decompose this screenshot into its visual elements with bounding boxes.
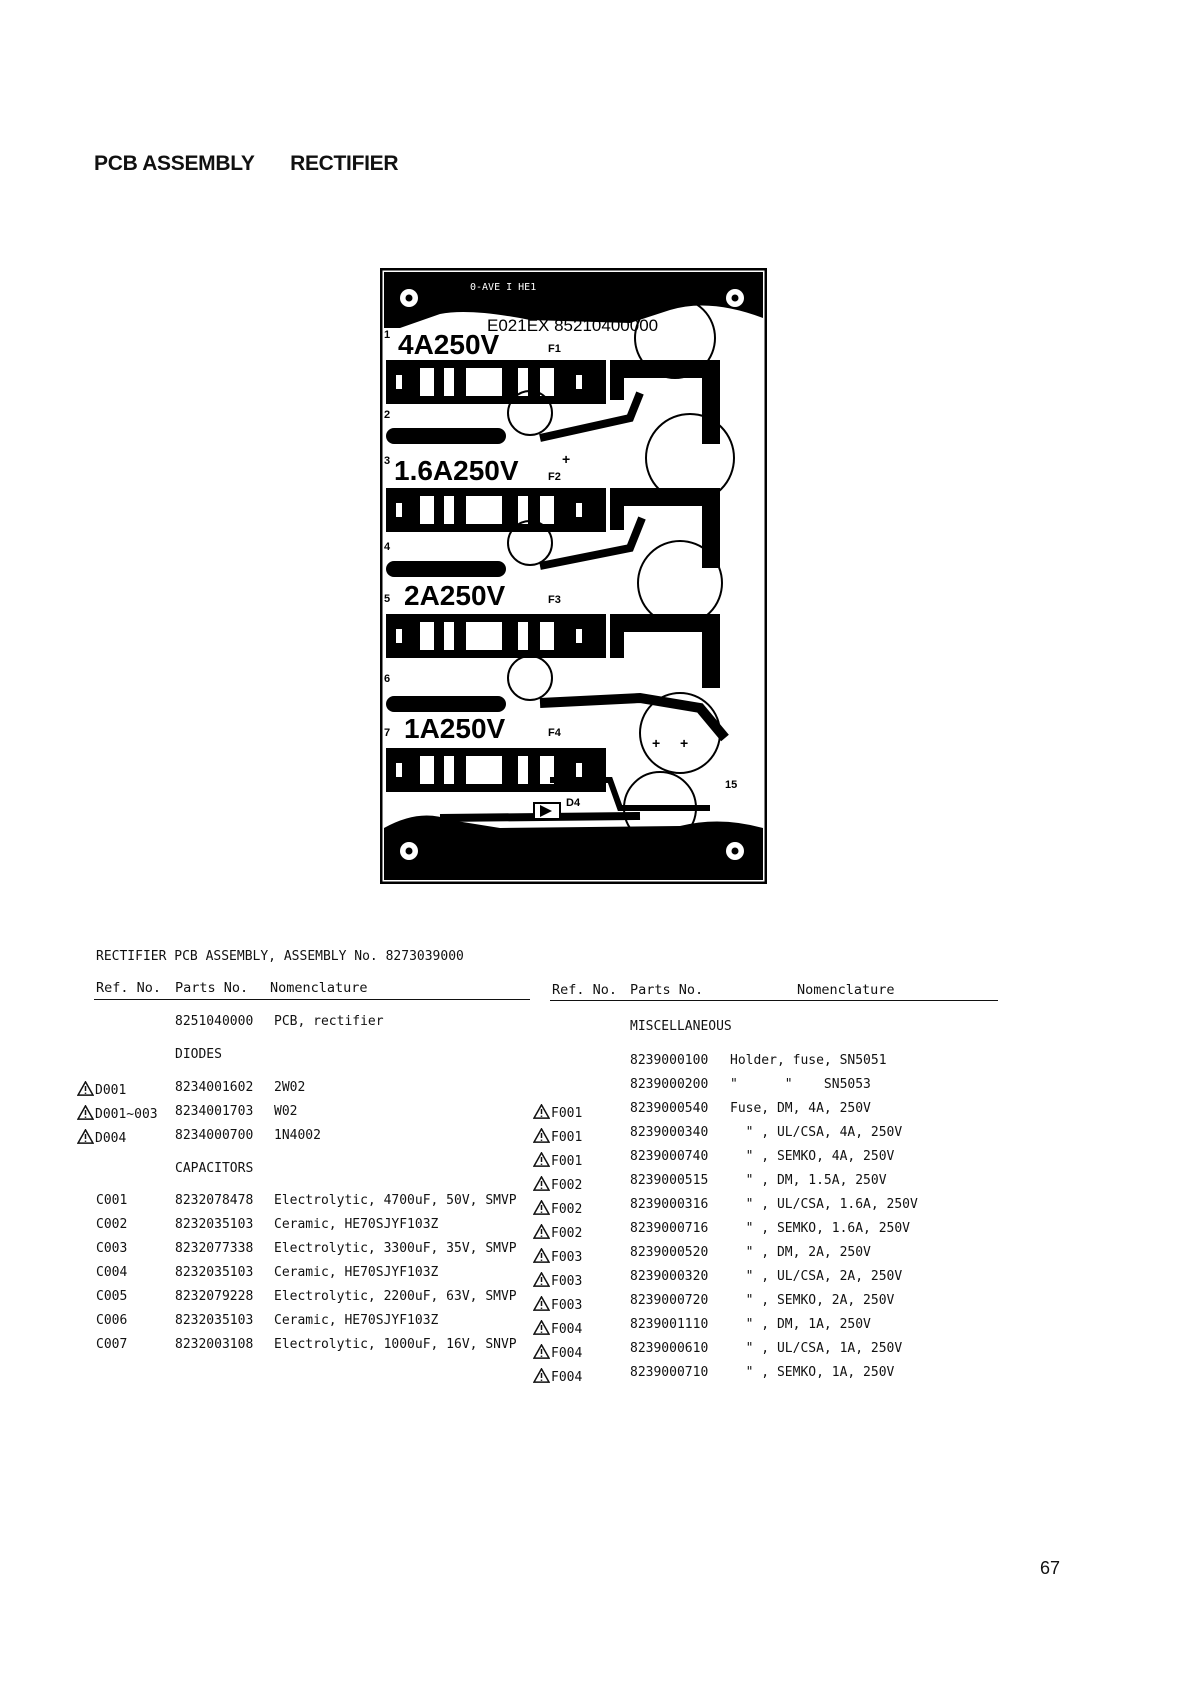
pin-number: 7	[384, 727, 391, 739]
nomenclature: PCB, rectifier	[274, 1014, 384, 1029]
warning-triangle-icon	[533, 1368, 550, 1383]
nomenclature: Ceramic, HE70SJYF103Z	[274, 1217, 439, 1232]
nomenclature: " , SEMKO, 4A, 250V	[730, 1149, 895, 1164]
fuse-ref-2: F2	[548, 471, 561, 483]
ref-number	[96, 1194, 127, 1207]
nomenclature: 2W02	[274, 1080, 306, 1095]
nomenclature: " , UL/CSA, 2A, 250V	[730, 1269, 903, 1284]
ref-number-text: F003	[551, 1250, 583, 1265]
ref-number	[533, 1176, 582, 1192]
ref-number	[533, 1248, 582, 1264]
ref-number	[533, 1224, 582, 1240]
parts-number: 8232078478	[175, 1193, 254, 1208]
pin-number: 6	[384, 673, 391, 685]
nomenclature: " , DM, 2A, 250V	[730, 1245, 871, 1260]
parts-number: 8239000316	[630, 1197, 709, 1212]
right-header-rule	[550, 1000, 998, 1001]
fuse-label-4: 1A250V	[404, 713, 506, 744]
parts-number: 8239000200	[630, 1077, 709, 1092]
section-heading: CAPACITORS	[175, 1161, 254, 1176]
nomenclature: Ceramic, HE70SJYF103Z	[274, 1265, 439, 1280]
warning-triangle-icon	[533, 1272, 550, 1287]
parts-number: 8239000320	[630, 1269, 709, 1284]
parts-number: 8239000540	[630, 1101, 709, 1116]
warning-triangle-icon	[77, 1129, 94, 1144]
parts-number: 8239000720	[630, 1293, 709, 1308]
warning-triangle-icon	[533, 1224, 550, 1239]
ref-number-text: C006	[96, 1313, 128, 1328]
parts-number: 8239000710	[630, 1365, 709, 1380]
page-title	[94, 152, 398, 176]
ref-number	[77, 1081, 126, 1097]
fuse-label-3: 2A250V	[404, 580, 506, 611]
pcb-layout-image	[380, 268, 767, 884]
pin-number: 2	[384, 409, 391, 421]
ref-number-text: F004	[551, 1346, 583, 1361]
warning-triangle-icon	[533, 1200, 550, 1215]
nomenclature: " , SEMKO, 2A, 250V	[730, 1293, 895, 1308]
left-header-ref: Ref. No.	[96, 980, 162, 996]
nomenclature: Electrolytic, 4700uF, 50V, SMVP	[274, 1193, 517, 1208]
pin-number: 8	[430, 819, 437, 831]
fuse-label-2: 1.6A250V	[394, 455, 519, 486]
plus-mark: +	[680, 735, 689, 751]
parts-number: 8232077338	[175, 1241, 254, 1256]
parts-number: 8232035103	[175, 1265, 254, 1280]
warning-triangle-icon	[533, 1296, 550, 1311]
ref-number	[96, 1338, 127, 1351]
ref-number	[77, 1129, 126, 1145]
fuse-label-1: 4A250V	[398, 329, 500, 360]
ref-number-text: C001	[96, 1193, 128, 1208]
nomenclature: " , SEMKO, 1A, 250V	[730, 1365, 895, 1380]
nomenclature: " , DM, 1A, 250V	[730, 1317, 871, 1332]
plus-mark: +	[680, 595, 689, 611]
title-right: RECTIFIER	[290, 152, 399, 175]
ref-number	[96, 1314, 127, 1327]
warning-triangle-icon	[77, 1105, 94, 1120]
parts-number: 8251040000	[175, 1014, 254, 1029]
nomenclature: W02	[274, 1104, 298, 1119]
diode-d4-label: D4	[566, 797, 581, 809]
pin-number: 3	[384, 455, 391, 467]
ref-number-text: F003	[551, 1298, 583, 1313]
parts-number: 8239001110	[630, 1317, 709, 1332]
nomenclature: " , SEMKO, 1.6A, 250V	[730, 1221, 911, 1236]
warning-triangle-icon	[533, 1152, 550, 1167]
nomenclature: 1N4002	[274, 1128, 321, 1143]
ref-number	[96, 1242, 127, 1255]
parts-number: 8234001602	[175, 1080, 254, 1095]
ref-number	[96, 1218, 127, 1231]
ref-number	[533, 1128, 582, 1144]
ref-number-text: F002	[551, 1202, 583, 1217]
ref-number-text: C003	[96, 1241, 128, 1256]
nomenclature: " , UL/CSA, 1A, 250V	[730, 1341, 903, 1356]
ref-number-text: D001~003	[95, 1107, 158, 1122]
right-header-ref: Ref. No.	[552, 982, 618, 998]
nomenclature: " , DM, 1.5A, 250V	[730, 1173, 887, 1188]
ref-number-text: F001	[551, 1130, 583, 1145]
parts-number: 8239000520	[630, 1245, 709, 1260]
parts-number: 8239000515	[630, 1173, 709, 1188]
ref-number	[533, 1320, 582, 1336]
warning-triangle-icon	[533, 1104, 550, 1119]
pin-number: 4	[384, 541, 391, 553]
ref-number	[533, 1344, 582, 1360]
ref-number-text: C002	[96, 1217, 128, 1232]
nomenclature: Electrolytic, 2200uF, 63V, SMVP	[274, 1289, 517, 1304]
nomenclature: " , UL/CSA, 1.6A, 250V	[730, 1197, 918, 1212]
parts-number: 8239000610	[630, 1341, 709, 1356]
ref-number	[533, 1104, 582, 1120]
parts-number: 8234000700	[175, 1128, 254, 1143]
ref-number	[77, 1105, 158, 1121]
parts-number: 8232035103	[175, 1313, 254, 1328]
pin-number: 5	[384, 593, 391, 605]
warning-triangle-icon	[533, 1344, 550, 1359]
left-header-nomenclature: Nomenclature	[270, 980, 368, 996]
ref-number-text: D001	[95, 1083, 127, 1098]
warning-triangle-icon	[533, 1128, 550, 1143]
ref-number-text: D004	[95, 1131, 127, 1146]
right-header-nomenclature: Nomenclature	[797, 982, 895, 998]
ref-number	[533, 1152, 582, 1168]
ref-number-text: F001	[551, 1154, 583, 1169]
plus-mark: +	[652, 735, 661, 751]
ref-number-text: F003	[551, 1274, 583, 1289]
ref-number	[533, 1272, 582, 1288]
nomenclature: " " SN5053	[730, 1077, 871, 1092]
warning-triangle-icon	[533, 1176, 550, 1191]
ref-number-text: F004	[551, 1322, 583, 1337]
plus-mark: +	[562, 451, 571, 467]
ref-number	[533, 1200, 582, 1216]
parts-number: 8239000740	[630, 1149, 709, 1164]
parts-number: 8232003108	[175, 1337, 254, 1352]
page-number: 67	[1040, 1558, 1061, 1578]
ref-number-text: C004	[96, 1265, 128, 1280]
left-header-parts: Parts No.	[175, 980, 249, 996]
ref-number	[96, 1266, 127, 1279]
nomenclature: Electrolytic, 1000uF, 16V, SNVP	[274, 1337, 517, 1352]
fuse-ref-4: F4	[548, 727, 561, 739]
fuse-ref-1: F1	[548, 343, 561, 355]
parts-number: 8239000716	[630, 1221, 709, 1236]
nomenclature: Ceramic, HE70SJYF103Z	[274, 1313, 439, 1328]
ref-number-text: F001	[551, 1106, 583, 1121]
parts-number: 8234001703	[175, 1104, 254, 1119]
fuse-ref-3: F3	[548, 594, 561, 606]
parts-number: 8239000100	[630, 1053, 709, 1068]
section-heading: DIODES	[175, 1047, 222, 1062]
title-left: PCB ASSEMBLY	[94, 152, 255, 175]
nomenclature: Electrolytic, 3300uF, 35V, SMVP	[274, 1241, 517, 1256]
nomenclature: Holder, fuse, SN5051	[730, 1053, 887, 1068]
ref-number-text: C005	[96, 1289, 128, 1304]
parts-number: 8232035103	[175, 1217, 254, 1232]
warning-triangle-icon	[533, 1320, 550, 1335]
ref-number	[533, 1296, 582, 1312]
pcb-svg	[380, 268, 767, 884]
pcb-top-text: 0-AVE I HE1	[470, 282, 537, 293]
pcb-code-text: E021EX 85210400000	[487, 316, 659, 335]
left-header-rule	[94, 999, 530, 1000]
parts-number: 8239000340	[630, 1125, 709, 1140]
pin-number: 15	[725, 779, 738, 791]
ref-number	[533, 1368, 582, 1384]
ref-number-text: F004	[551, 1370, 583, 1385]
ref-number-text: F002	[551, 1178, 583, 1193]
ref-number-text: F002	[551, 1226, 583, 1241]
nomenclature: " , UL/CSA, 4A, 250V	[730, 1125, 903, 1140]
ref-number-text: C007	[96, 1337, 128, 1352]
nomenclature: Fuse, DM, 4A, 250V	[730, 1101, 871, 1116]
warning-triangle-icon	[533, 1248, 550, 1263]
right-header-parts: Parts No.	[630, 982, 704, 998]
ref-number	[96, 1290, 127, 1303]
warning-triangle-icon	[77, 1081, 94, 1096]
misc-section-heading: MISCELLANEOUS	[630, 1019, 732, 1034]
parts-number: 8232079228	[175, 1289, 254, 1304]
pin-number: 1	[384, 329, 391, 341]
assembly-caption: RECTIFIER PCB ASSEMBLY, ASSEMBLY No. 8273039000	[96, 949, 464, 964]
